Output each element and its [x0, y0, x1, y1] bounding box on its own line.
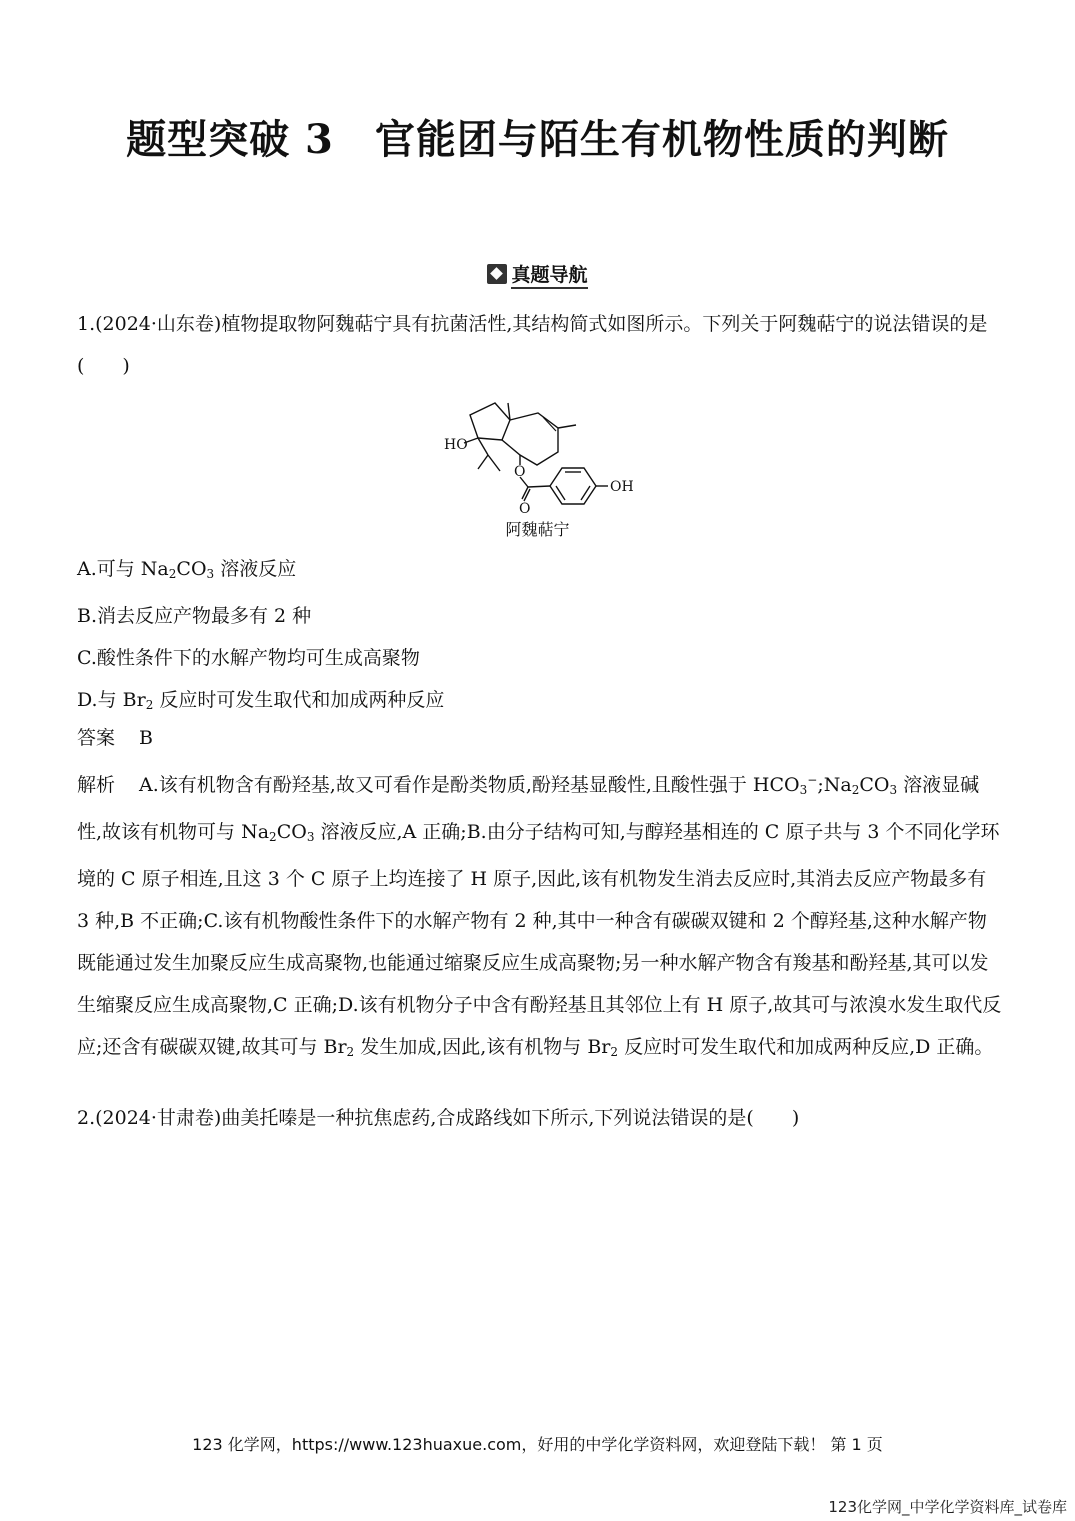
answer-line [77, 717, 153, 759]
question-1-options [77, 548, 1002, 726]
section-heading [0, 260, 1075, 287]
answer-value: B [139, 727, 153, 749]
option-c: C.酸性条件下的水解产物均可生成高聚物 [77, 647, 420, 669]
watermark: 123化学网_中学化学资料库_试卷库 [828, 1498, 1067, 1516]
option-a: A.可与 $Na_2CO_3$ 溶液反应 [77, 558, 297, 581]
option-d: D.与 $Br_2$ 反应时可发生取代和加成两种反应 [77, 689, 445, 712]
page-title: 题型突破 3 官能团与陌生有机物性质的判断 [126, 116, 949, 163]
ester-oxygen-label: O [514, 464, 526, 480]
diamond-icon [487, 264, 507, 284]
molecule-caption: 阿魏萜宁 [505, 520, 570, 539]
question-2-stem: 2.(2024·甘肃卷)曲美托嗪是一种抗焦虑药,合成路线如下所示,下列说法错误的是( ) [77, 1107, 800, 1129]
option-b: B.消去反应产物最多有 2 种 [77, 605, 312, 627]
analysis-paragraph: 解析 A.该有机物含有酚羟基,故又可看作是酚类物质,酚羟基显酸性,且酸性强于 $HCO_3^-;Na_2CO_3$ 溶液显碱性,故该有机物可与 $Na_2CO_3$ 溶液反应,A 正确;B.由分子结构可知,与醇羟基相连的 C 原子共与 3 个不同化学环境的 C 原子相连,且这 3 个 C 原子上均连接了 H 原子,因此,该有机物发生消去反应时,其消去反应产物最多有 3 种,B 不正确;C.该有机物酸性条件下的水解产物有 2 种,其中一种含有碳碳双键和 2 个醇羟基,这种水解产物既能通过发生加聚反应生成高聚物,也能通过缩聚反应生成高聚物;另一种水解产物含有羧基和酚羟基,其可以发生缩聚反应生成高聚物,C 正确;D.该有机物分子中含有酚羟基且其邻位上有 H 原子,故其可与浓溴水发生取代反应;还含有碳碳双键,故其可与 $Br_2$ 发生加成,因此,该有机物与 $Br_2$ 反应时可发生取代和加成两种反应,D 正确。 [77, 773, 1002, 1059]
answer-label: 答案 [77, 727, 116, 749]
page-footer: 123 化学网，https://www.123huaxue.com，好用的中学化学资料网，欢迎登陆下载！ 第 1 页 [192, 1435, 883, 1454]
molecule-structure-image [430, 395, 640, 517]
phenol-hydroxyl-label: OH [610, 479, 634, 495]
hydroxyl-label: HO [444, 437, 468, 453]
analysis-label: 解析 [77, 774, 116, 796]
section-heading-label: 真题导航 [511, 264, 587, 289]
carbonyl-oxygen-label: O [519, 501, 531, 517]
question-1-stem: 1.(2024·山东卷)植物提取物阿魏萜宁具有抗菌活性,其结构简式如图所示。下列关于阿魏萜宁的说法错误的是( ) [77, 313, 988, 377]
